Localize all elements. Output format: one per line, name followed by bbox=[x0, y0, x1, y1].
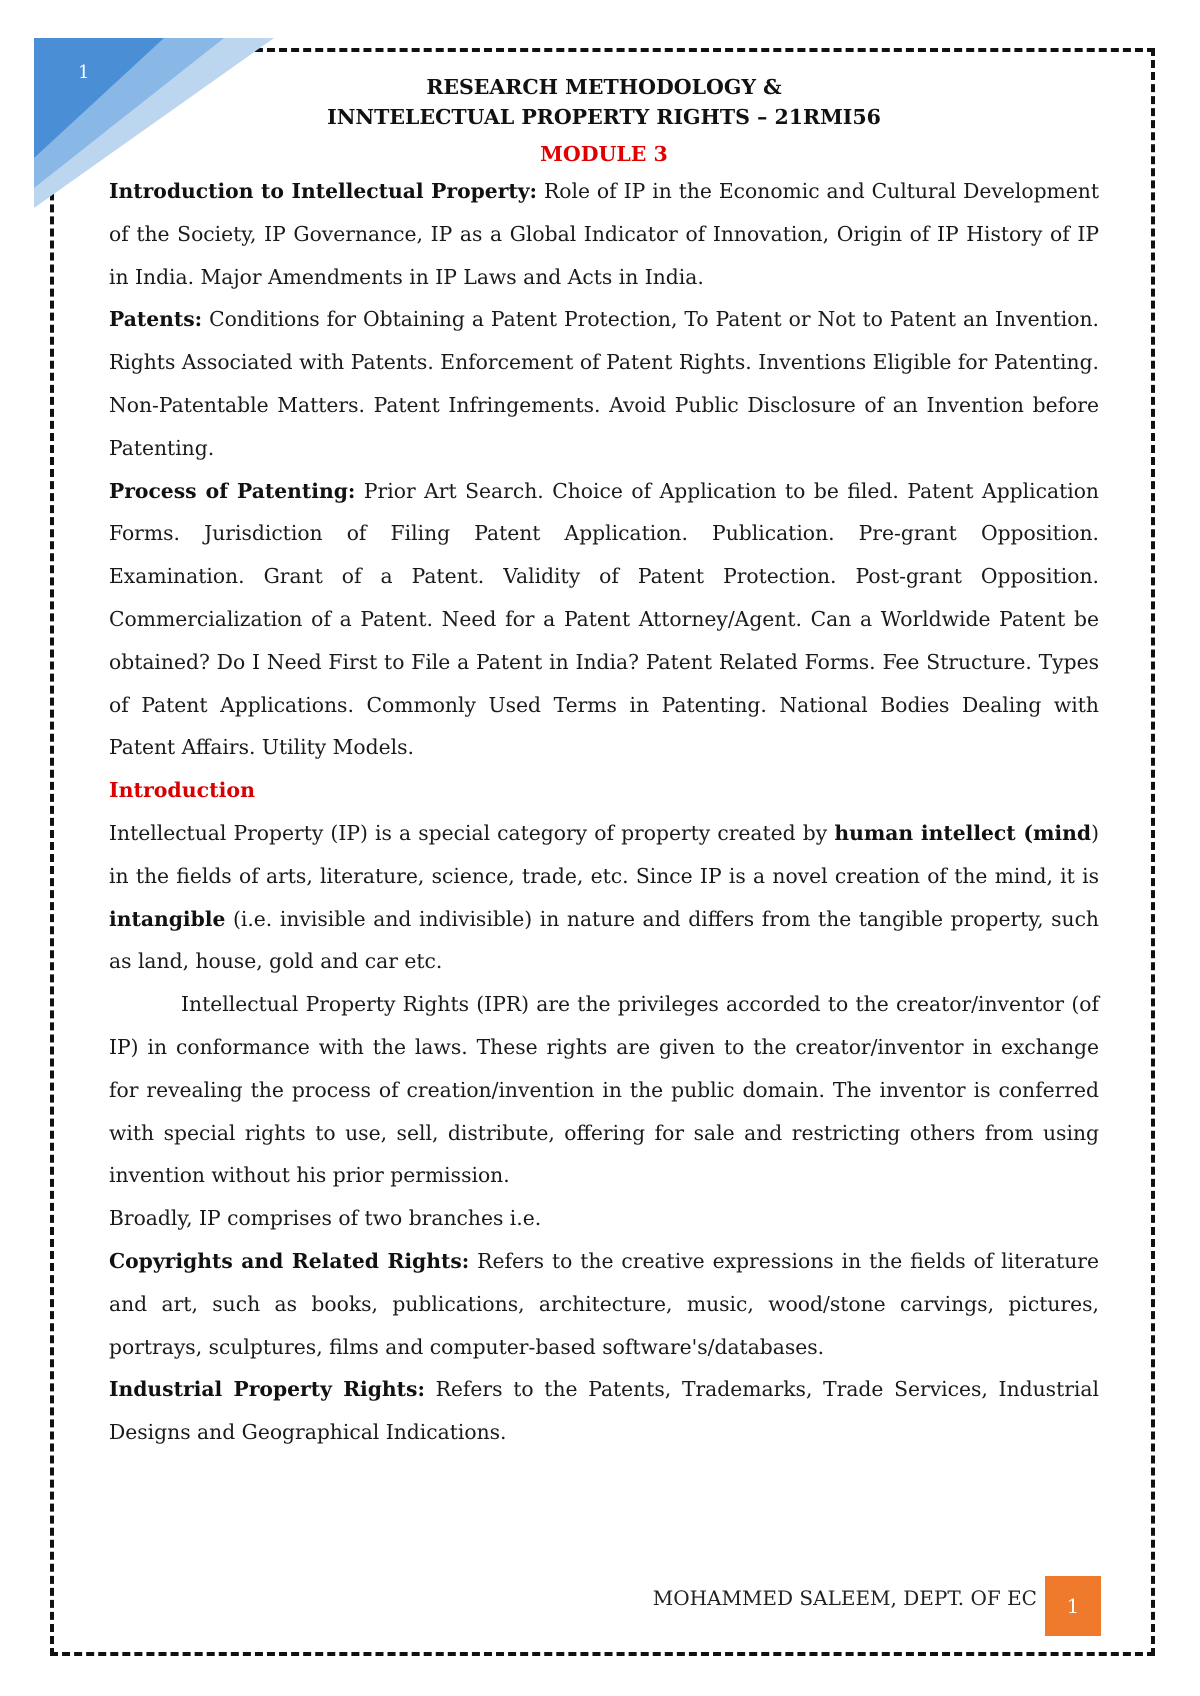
industrial-property-text: Refers to the Patents, Trademarks, Trade Services, Industrial Designs and Geographical Indications. bbox=[109, 1377, 1099, 1445]
intro-p1-part-c: ) in the fields of arts, literature, science, trade, etc. Since IP is a novel creation of the mind, it is bbox=[109, 820, 1099, 888]
footer-author: MOHAMMED SALEEM, DEPT. OF EC bbox=[652, 1586, 1037, 1610]
page-footer bbox=[0, 1576, 1200, 1636]
introduction-heading: Introduction bbox=[109, 778, 255, 803]
syllabus-process-paragraph bbox=[109, 470, 1099, 770]
module-heading: MODULE 3 bbox=[540, 142, 668, 166]
footer-page-number: 1 bbox=[1045, 1576, 1101, 1636]
syllabus-intro-text: Role of IP in the Economic and Cultural Development of the Society, IP Governance, IP as a Global Indicator of Innovation, Origin of IP History of IP in India. Major Amendments in IP Laws and Acts in India. bbox=[109, 179, 1100, 289]
copyrights-paragraph bbox=[109, 1240, 1099, 1368]
page-content bbox=[109, 72, 1099, 1454]
syllabus-patents-text: Conditions for Obtaining a Patent Protection, To Patent or Not to Patent an Invention. Rights Associated with Patents. Enforcement of Patent Rights. Inventions Eligible for Patenting. Non-Patentable Matters. Patent Infringements. Avoid Public Disclosure of an Invention before Patenting. bbox=[109, 307, 1099, 460]
syllabus-intro-label: Introduction to Intellectual Property: bbox=[109, 179, 538, 203]
industrial-property-label: Industrial Property Rights: bbox=[109, 1377, 425, 1402]
intro-p1-part-d: (i.e. invisible and indivisible) in nature and differs from the tangible property, such as land, house, gold and car etc. bbox=[109, 906, 1099, 974]
intro-p1-part-a: Intellectual Property (IP) is a special category of property created by bbox=[109, 820, 835, 845]
intro-p1-bold-human-intellect: human intellect (mind bbox=[834, 820, 1092, 845]
industrial-property-paragraph bbox=[109, 1368, 1099, 1454]
syllabus-process-label: Process of Patenting: bbox=[109, 478, 356, 503]
syllabus-process-text: Prior Art Search. Choice of Application to be filed. Patent Application Forms. Jurisdiction of Filing Patent Application. Publication. Pre-grant Opposition. Examination. Grant of a Patent. Validity of Patent Protection. Post-grant Opposition. Commercialization of a Patent. Need for a Patent Attorney/Agent. Can a Worldwide Patent be obtained? Do I Need First to File a Patent in India? Patent Related Forms. Fee Structure. Types of Patent Applications. Commonly Used Terms in Patenting. National Bodies Dealing with Patent Affairs. Utility Models. bbox=[109, 478, 1099, 760]
copyrights-label: Copyrights and Related Rights: bbox=[109, 1248, 470, 1273]
corner-page-number: 1 bbox=[78, 62, 90, 83]
introduction-paragraph-1 bbox=[109, 812, 1099, 983]
document-title-line-1: RESEARCH METHODOLOGY & bbox=[426, 75, 782, 99]
document-title-line-2: INNTELECTUAL PROPERTY RIGHTS – 21RMI56 bbox=[327, 105, 881, 129]
syllabus-patents-label: Patents: bbox=[109, 307, 203, 332]
introduction-paragraph-2: Intellectual Property Rights (IPR) are the privileges accorded to the creator/inventor (of IP) in conformance with the laws. These rights are given to the creator/inventor in exchange for revealing the process of creation/invention in the public domain. The inventor is conferred with special rights to use, sell, distribute, offering for sale and restricting others from using invention without his prior permission. bbox=[109, 992, 1099, 1188]
syllabus-patents-paragraph bbox=[109, 298, 1099, 469]
introduction-paragraph-3: Broadly, IP comprises of two branches i.e. bbox=[109, 1206, 542, 1231]
intro-p1-bold-intangible: intangible bbox=[109, 906, 226, 931]
copyrights-text: Refers to the creative expressions in the fields of literature and art, such as books, publications, architecture, music, wood/stone carvings, pictures, portrays, sculptures, films and computer-based software's/databases. bbox=[109, 1248, 1100, 1359]
syllabus-intro-paragraph bbox=[109, 170, 1099, 298]
